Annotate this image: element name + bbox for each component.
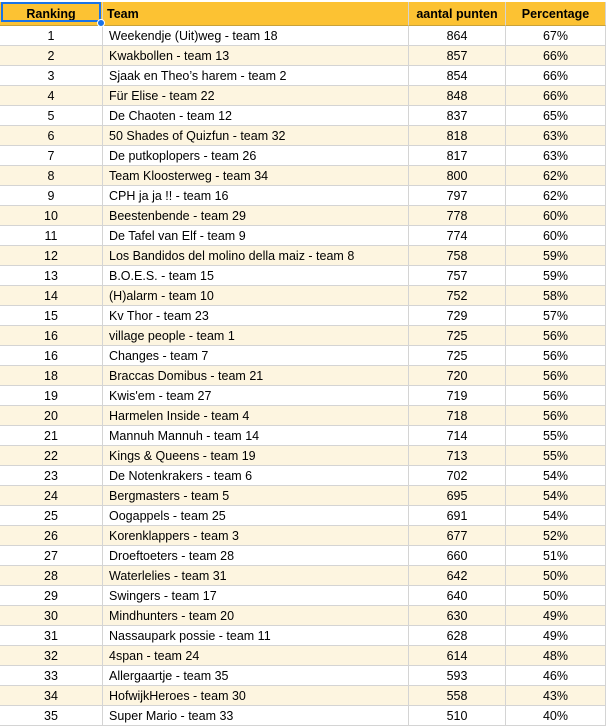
fill-handle[interactable] (97, 19, 105, 27)
cell-team[interactable]: Allergaartje - team 35 (103, 666, 409, 686)
cell-points[interactable]: 758 (409, 246, 506, 266)
table-row (0, 466, 606, 486)
cell-points[interactable]: 857 (409, 46, 506, 66)
cell-percentage[interactable]: 57% (506, 306, 606, 326)
cell-ranking[interactable]: 4 (0, 86, 103, 106)
header-team[interactable]: Team (103, 2, 409, 26)
table-row (0, 506, 606, 526)
cell-ranking[interactable]: 16 (0, 326, 103, 346)
cell-team[interactable]: Mannuh Mannuh - team 14 (103, 426, 409, 446)
cell-percentage[interactable]: 62% (506, 166, 606, 186)
cell-team[interactable]: Los Bandidos del molino della maiz - team 8 (103, 246, 409, 266)
cell-percentage[interactable]: 66% (506, 66, 606, 86)
cell-percentage[interactable]: 50% (506, 566, 606, 586)
header-percentage[interactable]: Percentage (506, 2, 606, 26)
cell-percentage[interactable]: 66% (506, 86, 606, 106)
cell-points[interactable]: 660 (409, 546, 506, 566)
table-row (0, 206, 606, 226)
table-row (0, 386, 606, 406)
cell-percentage[interactable]: 54% (506, 466, 606, 486)
table-row (0, 646, 606, 666)
cell-ranking[interactable]: 29 (0, 586, 103, 606)
table-row (0, 666, 606, 686)
cell-team[interactable]: HofwijkHeroes - team 30 (103, 686, 409, 706)
cell-percentage[interactable]: 55% (506, 446, 606, 466)
cell-team[interactable]: De Notenkrakers - team 6 (103, 466, 409, 486)
cell-percentage[interactable]: 56% (506, 326, 606, 346)
cell-points[interactable]: 640 (409, 586, 506, 606)
cell-percentage[interactable]: 49% (506, 606, 606, 626)
cell-points[interactable]: 510 (409, 706, 506, 726)
cell-ranking[interactable]: 25 (0, 506, 103, 526)
table-row (0, 406, 606, 426)
cell-team[interactable]: Waterlelies - team 31 (103, 566, 409, 586)
cell-points[interactable]: 630 (409, 606, 506, 626)
cell-percentage[interactable]: 66% (506, 46, 606, 66)
table-row (0, 486, 606, 506)
cell-percentage[interactable]: 63% (506, 126, 606, 146)
cell-ranking[interactable]: 15 (0, 306, 103, 326)
cell-team[interactable]: Kwakbollen - team 13 (103, 46, 409, 66)
cell-percentage[interactable]: 67% (506, 26, 606, 46)
header-points[interactable]: aantal punten (409, 2, 506, 26)
table-row (0, 526, 606, 546)
cell-points[interactable]: 757 (409, 266, 506, 286)
cell-ranking[interactable]: 2 (0, 46, 103, 66)
cell-team[interactable]: 50 Shades of Quizfun - team 32 (103, 126, 409, 146)
cell-ranking[interactable]: 27 (0, 546, 103, 566)
cell-percentage[interactable]: 54% (506, 506, 606, 526)
cell-ranking[interactable]: 26 (0, 526, 103, 546)
cell-percentage[interactable]: 56% (506, 346, 606, 366)
cell-percentage[interactable]: 56% (506, 406, 606, 426)
cell-ranking[interactable]: 13 (0, 266, 103, 286)
cell-percentage[interactable]: 49% (506, 626, 606, 646)
cell-ranking[interactable]: 33 (0, 666, 103, 686)
cell-percentage[interactable]: 59% (506, 266, 606, 286)
cell-team[interactable]: Sjaak en Theo’s harem - team 2 (103, 66, 409, 86)
cell-points[interactable]: 558 (409, 686, 506, 706)
cell-points[interactable]: 729 (409, 306, 506, 326)
cell-percentage[interactable]: 55% (506, 426, 606, 446)
table-row (0, 326, 606, 346)
table-row (0, 86, 606, 106)
table-row (0, 606, 606, 626)
cell-ranking[interactable]: 5 (0, 106, 103, 126)
table-row (0, 346, 606, 366)
table-row (0, 46, 606, 66)
cell-team[interactable]: De putkoplopers - team 26 (103, 146, 409, 166)
cell-team[interactable]: De Tafel van Elf - team 9 (103, 226, 409, 246)
cell-percentage[interactable]: 52% (506, 526, 606, 546)
cell-points[interactable]: 864 (409, 26, 506, 46)
cell-team[interactable]: Swingers - team 17 (103, 586, 409, 606)
cell-percentage[interactable]: 65% (506, 106, 606, 126)
cell-ranking[interactable]: 11 (0, 226, 103, 246)
table-row (0, 266, 606, 286)
cell-ranking[interactable]: 22 (0, 446, 103, 466)
cell-team[interactable]: Mindhunters - team 20 (103, 606, 409, 626)
cell-ranking[interactable]: 10 (0, 206, 103, 226)
cell-ranking[interactable]: 24 (0, 486, 103, 506)
cell-ranking[interactable]: 34 (0, 686, 103, 706)
cell-team[interactable]: (H)alarm - team 10 (103, 286, 409, 306)
cell-ranking[interactable]: 3 (0, 66, 103, 86)
cell-points[interactable]: 752 (409, 286, 506, 306)
table-row (0, 26, 606, 46)
cell-percentage[interactable]: 59% (506, 246, 606, 266)
cell-points[interactable]: 797 (409, 186, 506, 206)
table-row (0, 366, 606, 386)
cell-percentage[interactable]: 40% (506, 706, 606, 726)
cell-ranking[interactable]: 6 (0, 126, 103, 146)
cell-team[interactable]: Kings & Queens - team 19 (103, 446, 409, 466)
cell-ranking[interactable]: 8 (0, 166, 103, 186)
table-row (0, 246, 606, 266)
table-row (0, 226, 606, 246)
cell-team[interactable]: Für Elise - team 22 (103, 86, 409, 106)
cell-points[interactable]: 778 (409, 206, 506, 226)
cell-ranking[interactable]: 30 (0, 606, 103, 626)
cell-points[interactable]: 725 (409, 346, 506, 366)
cell-percentage[interactable]: 51% (506, 546, 606, 566)
table-row (0, 446, 606, 466)
cell-points[interactable]: 714 (409, 426, 506, 446)
cell-team[interactable]: Changes - team 7 (103, 346, 409, 366)
cell-points[interactable]: 817 (409, 146, 506, 166)
cell-percentage[interactable]: 58% (506, 286, 606, 306)
cell-ranking[interactable]: 31 (0, 626, 103, 646)
table-row (0, 186, 606, 206)
cell-team[interactable]: Droeftoeters - team 28 (103, 546, 409, 566)
cell-team[interactable]: Braccas Domibus - team 21 (103, 366, 409, 386)
cell-ranking[interactable]: 18 (0, 366, 103, 386)
cell-percentage[interactable]: 60% (506, 226, 606, 246)
table-row (0, 286, 606, 306)
cell-team[interactable]: Harmelen Inside - team 4 (103, 406, 409, 426)
header-row (0, 2, 606, 26)
cell-ranking[interactable]: 9 (0, 186, 103, 206)
cell-team[interactable]: 4span - team 24 (103, 646, 409, 666)
table-row (0, 626, 606, 646)
cell-ranking[interactable]: 12 (0, 246, 103, 266)
cell-points[interactable]: 614 (409, 646, 506, 666)
cell-percentage[interactable]: 56% (506, 386, 606, 406)
table-row (0, 546, 606, 566)
cell-percentage[interactable]: 46% (506, 666, 606, 686)
cell-percentage[interactable]: 43% (506, 686, 606, 706)
cell-points[interactable]: 854 (409, 66, 506, 86)
cell-ranking[interactable]: 28 (0, 566, 103, 586)
cell-team[interactable]: village people - team 1 (103, 326, 409, 346)
cell-team[interactable]: De Chaoten - team 12 (103, 106, 409, 126)
table-row (0, 66, 606, 86)
cell-percentage[interactable]: 56% (506, 366, 606, 386)
cell-points[interactable]: 677 (409, 526, 506, 546)
cell-points[interactable]: 702 (409, 466, 506, 486)
cell-team[interactable]: Beestenbende - team 29 (103, 206, 409, 226)
cell-team[interactable]: Bergmasters - team 5 (103, 486, 409, 506)
cell-points[interactable]: 725 (409, 326, 506, 346)
cell-team[interactable]: CPH ja ja !! - team 16 (103, 186, 409, 206)
cell-ranking[interactable]: 23 (0, 466, 103, 486)
cell-points[interactable]: 718 (409, 406, 506, 426)
cell-points[interactable]: 848 (409, 86, 506, 106)
cell-team[interactable]: Kv Thor - team 23 (103, 306, 409, 326)
table-row (0, 306, 606, 326)
cell-points[interactable]: 818 (409, 126, 506, 146)
cell-ranking[interactable]: 7 (0, 146, 103, 166)
cell-team[interactable]: Korenklappers - team 3 (103, 526, 409, 546)
cell-percentage[interactable]: 63% (506, 146, 606, 166)
cell-ranking[interactable]: 19 (0, 386, 103, 406)
cell-team[interactable]: Weekendje (Uit)weg - team 18 (103, 26, 409, 46)
table-row (0, 706, 606, 726)
cell-team[interactable]: B.O.E.S. - team 15 (103, 266, 409, 286)
cell-points[interactable]: 642 (409, 566, 506, 586)
cell-percentage[interactable]: 60% (506, 206, 606, 226)
cell-team[interactable]: Team Kloosterweg - team 34 (103, 166, 409, 186)
cell-percentage[interactable]: 54% (506, 486, 606, 506)
cell-ranking[interactable]: 14 (0, 286, 103, 306)
cell-points[interactable]: 691 (409, 506, 506, 526)
cell-points[interactable]: 774 (409, 226, 506, 246)
header-ranking[interactable]: Ranking (0, 2, 103, 26)
table-row (0, 166, 606, 186)
cell-ranking[interactable]: 21 (0, 426, 103, 446)
table-row (0, 686, 606, 706)
cell-percentage[interactable]: 62% (506, 186, 606, 206)
cell-team[interactable]: Nassaupark possie - team 11 (103, 626, 409, 646)
table-row (0, 586, 606, 606)
table-row (0, 566, 606, 586)
table-row (0, 426, 606, 446)
cell-ranking[interactable]: 1 (0, 26, 103, 46)
cell-ranking[interactable]: 35 (0, 706, 103, 726)
cell-ranking[interactable]: 20 (0, 406, 103, 426)
table-row (0, 126, 606, 146)
table-row (0, 146, 606, 166)
cell-percentage[interactable]: 50% (506, 586, 606, 606)
cell-points[interactable]: 720 (409, 366, 506, 386)
table-row (0, 106, 606, 126)
cell-points[interactable]: 713 (409, 446, 506, 466)
cell-team[interactable]: Kwis'em - team 27 (103, 386, 409, 406)
cell-points[interactable]: 719 (409, 386, 506, 406)
cell-ranking[interactable]: 32 (0, 646, 103, 666)
cell-team[interactable]: Oogappels - team 25 (103, 506, 409, 526)
cell-points[interactable]: 800 (409, 166, 506, 186)
cell-team[interactable]: Super Mario - team 33 (103, 706, 409, 726)
cell-points[interactable]: 593 (409, 666, 506, 686)
cell-points[interactable]: 628 (409, 626, 506, 646)
cell-ranking[interactable]: 16 (0, 346, 103, 366)
cell-points[interactable]: 837 (409, 106, 506, 126)
cell-percentage[interactable]: 48% (506, 646, 606, 666)
cell-points[interactable]: 695 (409, 486, 506, 506)
